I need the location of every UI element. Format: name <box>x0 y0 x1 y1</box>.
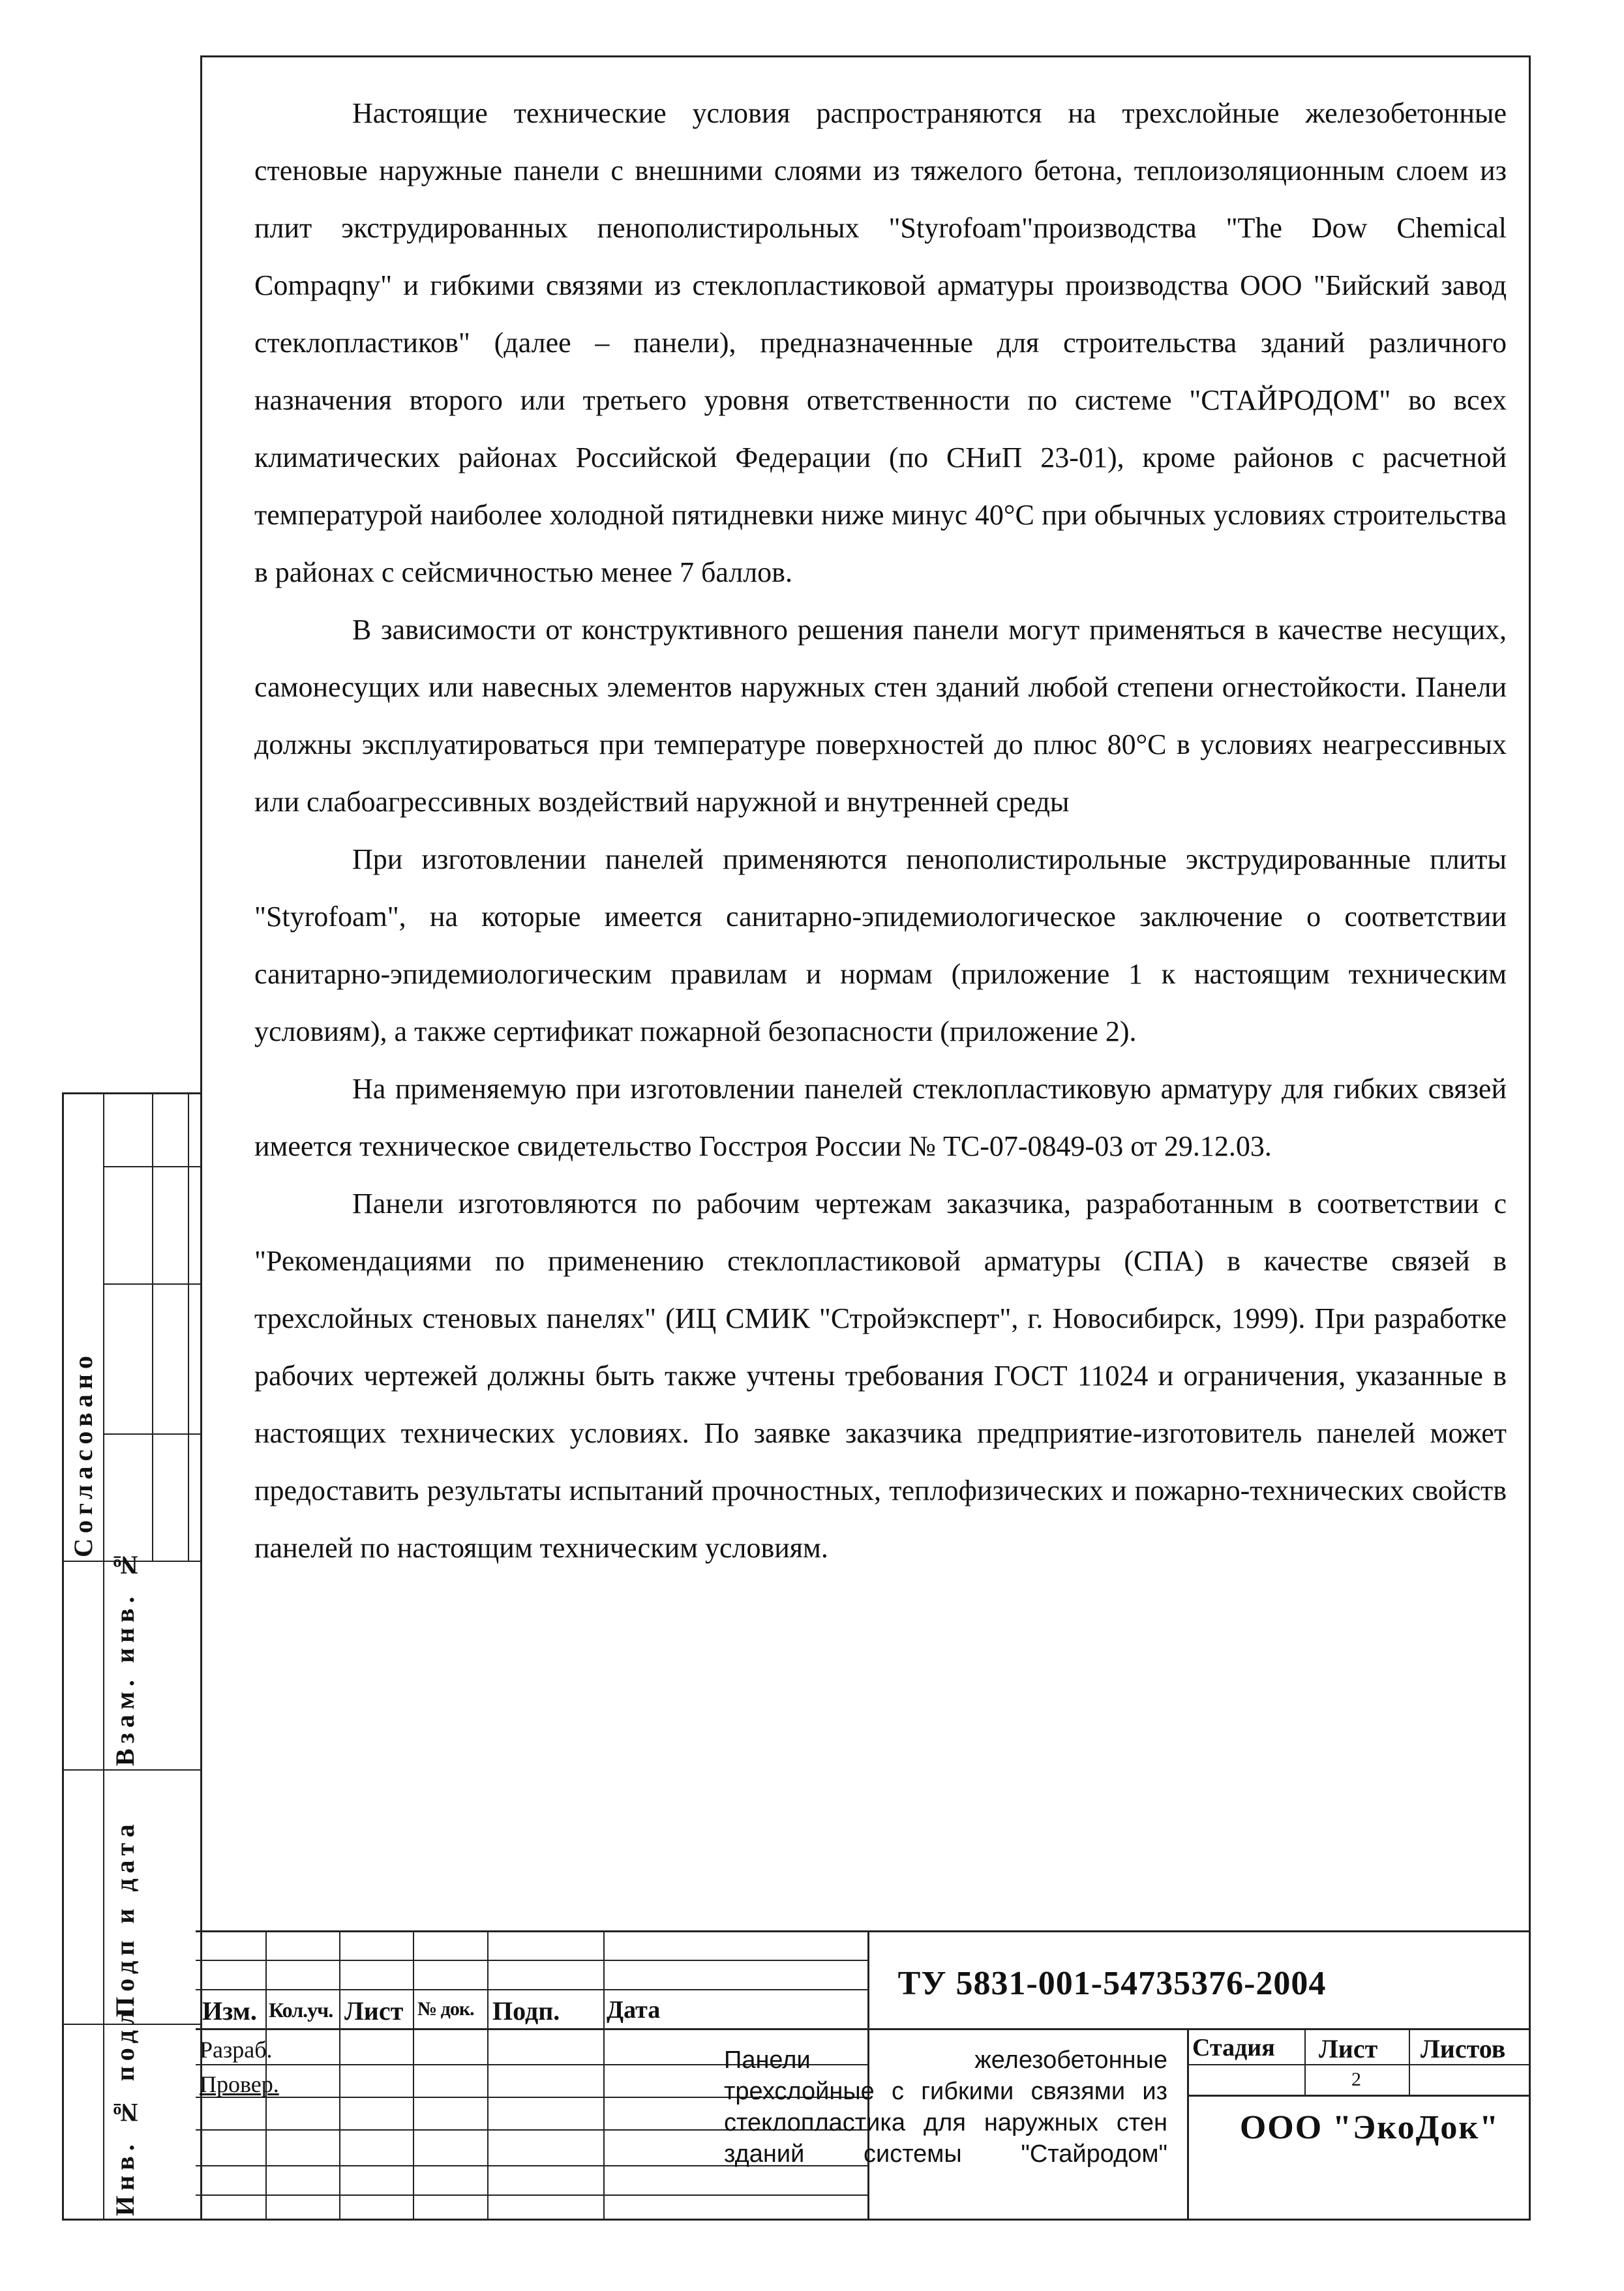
podp-data-label: Подп и дата <box>110 1819 140 2017</box>
sheet-number: 2 <box>1351 2069 1361 2090</box>
body-text <box>254 85 1507 1577</box>
paragraph-5: Панели изготовляются по рабочим чертежам заказчика, разработанным в соответствии с "Рекомендациями по применению стеклопластиковой арматуры (СПА) в качестве связей в трехслойных стеновых панелях" (ИЦ СМИК "Стройэксперт", г. Новосибирск, 1999). При разработке рабочих чертежей должны быть также учтены требования ГОСТ 11024 и ограничения, указанные в настоящих технических условиях. По заявке заказчика предприятие-изготовитель панелей может предоставить результаты испытаний прочностных, теплофизических и пожарно-технических свойств панелей по настоящим техническим условиям. <box>254 1188 1507 1564</box>
prover-label: Провер. <box>200 2071 279 2097</box>
paragraph-2: В зависимости от конструктивного решения панели могут применяться в качестве несущих, самонесущих или навесных элементов наружных стен зданий любой степени огнестойкости. Панели должны эксплуатироваться при температуре поверхностей до плюс 80°С в условиях неагрессивных или слабоагрессивных воздействий наружной и внутренней среды <box>254 614 1507 818</box>
stage-header: Стадия <box>1192 2034 1275 2061</box>
sheet-header: Лист <box>1319 2034 1378 2063</box>
vzam-inv-label: Взам. инв. № <box>110 1545 140 1766</box>
paragraph-4: На применяемую при изготовлении панелей стеклопластиковую арматуру для гибких связей имеется техническое свидетельство Госстроя России № ТС-07-0849-03 от 29.12.03. <box>254 1073 1507 1162</box>
organization-name: ООО "ЭкоДок" <box>1239 2109 1500 2146</box>
razrab-label: Разраб. <box>200 2037 273 2063</box>
document-code: ТУ 5831-001-54735376-2004 <box>897 1965 1327 2002</box>
paragraph-1: Настоящие технические условия распространяются на трехслойные железобетонные стеновые наружные панели с внешними слоями из тяжелого бетона, теплоизоляционным слоем из плит экструдированных пенополистирольных "Styrofoam"производства "The Dow Chemical Compaqny" и гибкими связями из стеклопластиковой арматуры производства ООО "Бийский завод стеклопластиков" (далее – панели), предназначенные для строительства зданий различного назначения второго или третьего уровня ответственности по системе "СТАЙРОДОМ" во всех климатических районах Российской Федерации (по СНиП 23-01), кроме районов с расчетной температурой наиболее холодной пятидневки ниже минус 40°С при обычных условиях строительства в районах с сейсмичностью менее 7 баллов. <box>254 97 1507 588</box>
document-title: Панели железобетонные трехслойные с гибкими связями из стеклопластика для наружных стен зданий системы "Стайродом" <box>724 2046 1167 2168</box>
data-header: Дата <box>607 1996 661 2024</box>
kol-uch-header: Кол.уч. <box>269 1998 333 2022</box>
paragraph-3: При изготовлении панелей применяются пенополистирольные экструдированные плиты "Styrofoam", на которые имеется санитарно-эпидемиологическое заключение о соответствии санитарно-эпидемиологическим правилам и нормам (приложение 1 к настоящим техническим условиям), а также сертификат пожарной безопасности (приложение 2). <box>254 843 1507 1047</box>
list-header: Лист <box>344 1996 404 2026</box>
izm-header: Изм. <box>202 1996 257 2026</box>
sheets-header: Листов <box>1421 2034 1506 2063</box>
inv-podl-label: Инв. № подл. <box>110 1993 140 2216</box>
podp-header: Подп. <box>492 1996 560 2026</box>
n-dok-header: № док. <box>417 1998 474 2020</box>
agreed-label: Согласовано <box>68 1351 98 1557</box>
side-stamp <box>62 1092 200 2221</box>
